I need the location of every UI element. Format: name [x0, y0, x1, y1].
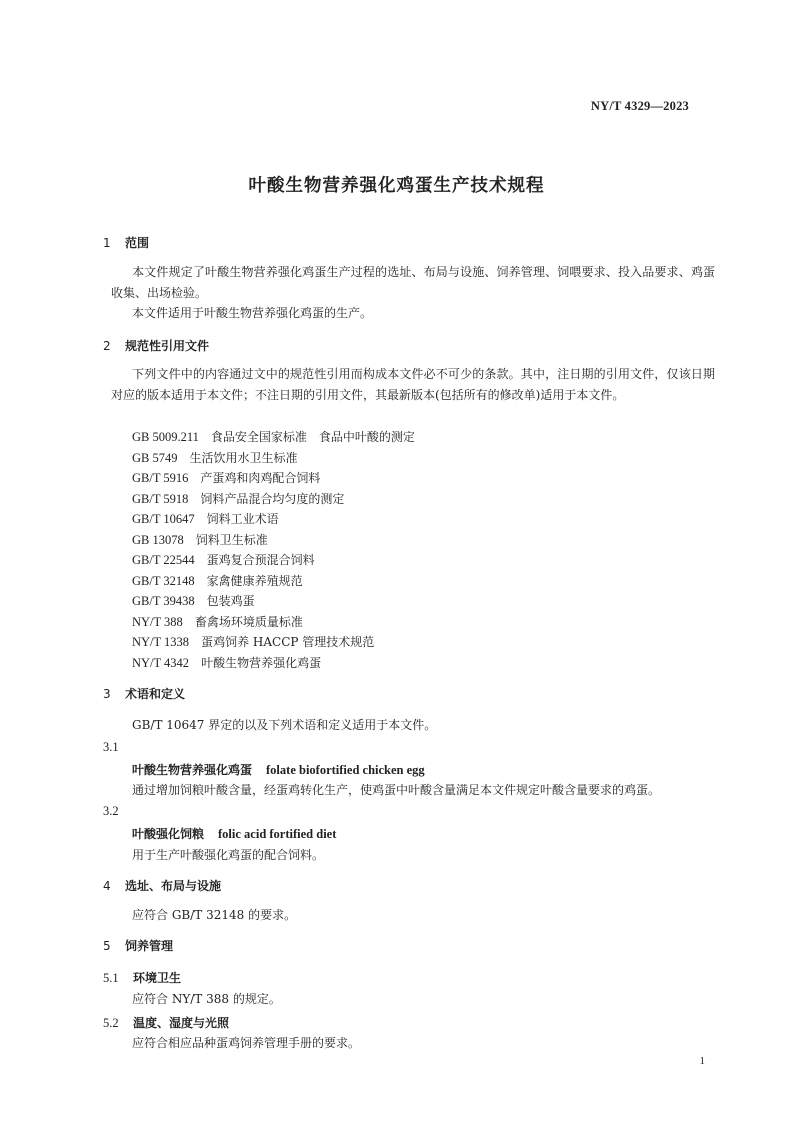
section-1-heading — [103, 234, 149, 251]
section-number: 5 — [103, 939, 111, 953]
section-4-heading — [103, 877, 221, 894]
reference-item: GB/T 32148 家禽健康养殖规范 — [132, 573, 303, 588]
section-2-paragraph-1: 下列文件中的内容通过文中的规范性引用而构成本文件必不可少的条款。其中，注日期的引用文件，仅该日期对应的版本适用于本文件；不注日期的引用文件，其最新版本(包括所有的修改单)适用于本文件。 — [111, 367, 715, 402]
reference-item: GB 5749 生活饮用水卫生标准 — [132, 450, 298, 465]
section-title: 选址、布局与设施 — [125, 879, 222, 893]
subsection-5-1-paragraph: 应符合 NY/T 388 的规定。 — [132, 992, 281, 1006]
reference-item: GB/T 10647 饲料工业术语 — [132, 512, 279, 526]
standard-code: NY/T 4329—2023 — [590, 99, 689, 113]
reference-item: NY/T 4342 叶酸生物营养强化鸡蛋 — [132, 655, 322, 670]
section-1-paragraph-2: 本文件适用于叶酸生物营养强化鸡蛋的生产。 — [132, 306, 373, 320]
subsection-title: 环境卫生 — [133, 971, 182, 985]
section-1-paragraph-1: 本文件规定了叶酸生物营养强化鸡蛋生产过程的选址、布局与设施、饲养管理、饲喂要求、投入品要求、鸡蛋收集、出场检验。 — [111, 265, 715, 300]
term-english: folic acid fortified diet — [218, 827, 337, 841]
term-3-1 — [132, 761, 425, 778]
section-3-heading — [103, 685, 185, 702]
reference-item: NY/T 1338 蛋鸡饲养 HACCP 管理技术规范 — [132, 635, 375, 649]
section-title: 饲养管理 — [125, 939, 174, 953]
page-number: 1 — [699, 1055, 705, 1067]
section-4-paragraph-1: 应符合 GB/T 32148 的要求。 — [132, 908, 297, 922]
section-2-heading — [103, 337, 209, 354]
document-title: 叶酸生物营养强化鸡蛋生产技术规程 — [248, 176, 545, 196]
reference-item: GB/T 5918 饲料产品混合均匀度的测定 — [132, 491, 345, 506]
reference-item: GB/T 39438 包装鸡蛋 — [132, 594, 255, 608]
normative-references-list — [132, 427, 415, 673]
reference-item: GB/T 22544 蛋鸡复合预混合饲料 — [132, 553, 315, 567]
term-3-1-definition: 通过增加饲粮叶酸含量，经蛋鸡转化生产，使鸡蛋中叶酸含量满足本文件规定叶酸含量要求的鸡蛋。 — [132, 783, 661, 797]
section-title: 范围 — [125, 236, 150, 250]
subsection-5-2-heading — [103, 1014, 229, 1031]
reference-item: GB 5009.211 食品安全国家标准 食品中叶酸的测定 — [132, 430, 415, 444]
section-3-paragraph-1: GB/T 10647 界定的以及下列术语和定义适用于本文件。 — [132, 718, 437, 732]
reference-item: GB/T 5916 产蛋鸡和肉鸡配合饲料 — [132, 471, 321, 485]
reference-item: NY/T 388 畜禽场环境质量标准 — [132, 614, 303, 629]
reference-item: GB 13078 饲料卫生标准 — [132, 532, 268, 547]
subsection-title: 温度、湿度与光照 — [133, 1016, 230, 1030]
section-5-heading — [103, 937, 173, 954]
subsection-number: 5.2 — [103, 1016, 119, 1030]
subsection-number: 5.1 — [103, 971, 119, 985]
term-3-1-number: 3.1 — [103, 740, 119, 754]
section-number: 2 — [103, 339, 111, 353]
section-number: 3 — [103, 687, 111, 701]
term-3-2 — [132, 825, 336, 842]
subsection-5-1-heading — [103, 969, 181, 986]
section-number: 1 — [103, 236, 111, 250]
term-3-2-number: 3.2 — [103, 804, 119, 818]
section-title: 术语和定义 — [125, 687, 186, 701]
term-3-2-definition: 用于生产叶酸强化鸡蛋的配合饲料。 — [132, 848, 325, 862]
subsection-5-2-paragraph: 应符合相应品种蛋鸡饲养管理手册的要求。 — [132, 1036, 361, 1050]
section-number: 4 — [103, 879, 111, 893]
term-chinese: 叶酸生物营养强化鸡蛋 — [132, 763, 253, 777]
section-title: 规范性引用文件 — [125, 339, 210, 353]
term-english: folate biofortified chicken egg — [266, 763, 425, 777]
term-chinese: 叶酸强化饲粮 — [132, 827, 205, 841]
